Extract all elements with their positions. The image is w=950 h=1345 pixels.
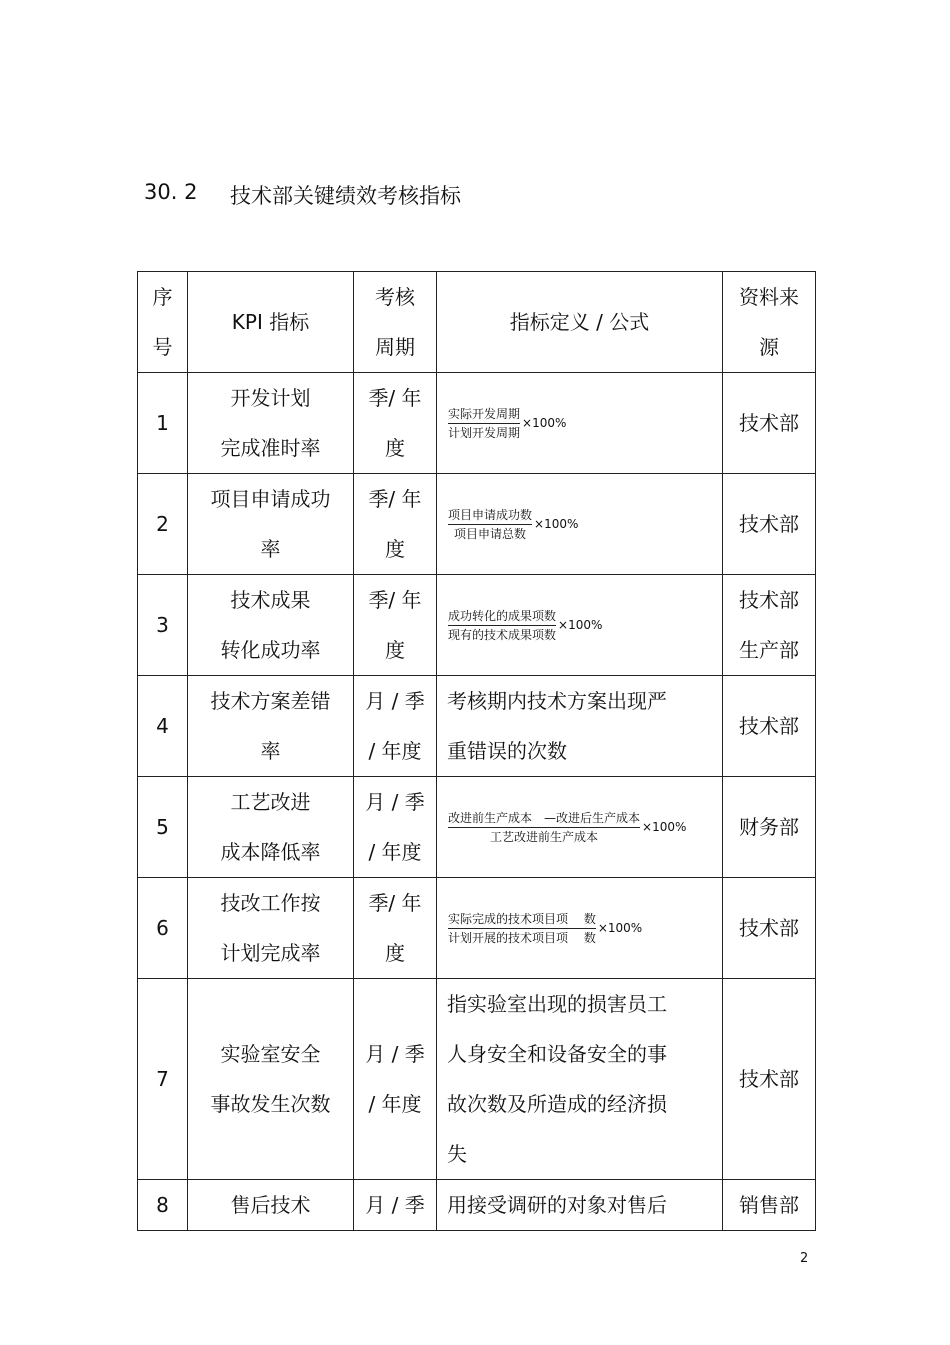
- table-row: [138, 676, 816, 777]
- formula: [448, 405, 722, 442]
- table-row: [138, 878, 816, 979]
- cell-seq: 3: [138, 575, 188, 676]
- cell-seq: 2: [138, 474, 188, 575]
- formula-numerator: 改进前生产成本 —改进后生产成本: [448, 810, 641, 825]
- cell-formula: [437, 373, 723, 474]
- cell-source: 技术部: [723, 474, 816, 575]
- header-definition: 指标定义 / 公式: [437, 272, 723, 373]
- cell-formula: [437, 474, 723, 575]
- cell-period: 季/ 年 度: [354, 474, 437, 575]
- formula-denominator: 工艺改进前生产成本: [490, 829, 599, 844]
- cell-source: 技术部: [723, 373, 816, 474]
- section-number: 30. 2: [144, 180, 198, 204]
- section-title: 技术部关键绩效考核指标: [230, 184, 461, 208]
- cell-kpi: 技改工作按 计划完成率: [188, 878, 354, 979]
- cell-seq: 6: [138, 878, 188, 979]
- formula: [448, 809, 722, 846]
- table-row: [138, 1180, 816, 1231]
- formula-numerator: 实际开发周期: [448, 406, 521, 421]
- cell-seq: 1: [138, 373, 188, 474]
- cell-source: 财务部: [723, 777, 816, 878]
- cell-period: 月 / 季 / 年度: [354, 777, 437, 878]
- cell-source: 技术部 生产部: [723, 575, 816, 676]
- cell-source: 技术部: [723, 979, 816, 1180]
- cell-kpi: 项目申请成功 率: [188, 474, 354, 575]
- cell-formula: [437, 575, 723, 676]
- table-row: [138, 373, 816, 474]
- cell-period: 月 / 季: [354, 1180, 437, 1231]
- cell-definition: 考核期内技术方案出现严 重错误的次数: [437, 676, 723, 777]
- formula-denominator: 计划开发周期: [448, 425, 521, 440]
- cell-formula: [437, 878, 723, 979]
- table-row: [138, 474, 816, 575]
- cell-kpi: 技术成果 转化成功率: [188, 575, 354, 676]
- page-number: 2: [800, 1251, 809, 1266]
- formula-multiplier: ×100%: [558, 618, 603, 632]
- section-heading: [144, 180, 461, 210]
- cell-formula: [437, 777, 723, 878]
- cell-kpi: 工艺改进 成本降低率: [188, 777, 354, 878]
- cell-period: 月 / 季 / 年度: [354, 676, 437, 777]
- header-seq: 序 号: [138, 272, 188, 373]
- formula: [448, 910, 722, 947]
- formula-multiplier: ×100%: [522, 416, 567, 430]
- cell-source: 销售部: [723, 1180, 816, 1231]
- table-row: [138, 575, 816, 676]
- cell-kpi: 技术方案差错 率: [188, 676, 354, 777]
- formula-multiplier: ×100%: [642, 820, 687, 834]
- formula-denominator: 现有的技术成果项数: [448, 627, 557, 642]
- cell-kpi: 实验室安全 事故发生次数: [188, 979, 354, 1180]
- formula-numerator: 实际完成的技术项目项 数: [448, 911, 596, 926]
- cell-period: 月 / 季 / 年度: [354, 979, 437, 1180]
- header-kpi: KPI 指标: [188, 272, 354, 373]
- formula: [448, 607, 722, 644]
- formula: [448, 506, 722, 543]
- cell-seq: 5: [138, 777, 188, 878]
- cell-kpi: 开发计划 完成准时率: [188, 373, 354, 474]
- table-row: [138, 979, 816, 1180]
- cell-seq: 4: [138, 676, 188, 777]
- formula-multiplier: ×100%: [534, 517, 579, 531]
- cell-source: 技术部: [723, 878, 816, 979]
- cell-period: 季/ 年 度: [354, 373, 437, 474]
- table-header-row: [138, 272, 816, 373]
- kpi-table: [137, 271, 816, 1231]
- formula-denominator: 项目申请总数: [454, 526, 527, 541]
- formula-numerator: 成功转化的成果项数: [448, 608, 557, 623]
- formula-multiplier: ×100%: [597, 921, 643, 935]
- cell-definition: 用接受调研的对象对售后: [437, 1180, 723, 1231]
- cell-seq: 7: [138, 979, 188, 1180]
- header-period: 考核 周期: [354, 272, 437, 373]
- cell-definition: 指实验室出现的损害员工 人身安全和设备安全的事 故次数及所造成的经济损 失: [437, 979, 723, 1180]
- cell-kpi: 售后技术: [188, 1180, 354, 1231]
- header-source: 资料来 源: [723, 272, 816, 373]
- cell-period: 季/ 年 度: [354, 575, 437, 676]
- table-row: [138, 777, 816, 878]
- cell-seq: 8: [138, 1180, 188, 1231]
- formula-numerator: 项目申请成功数: [448, 507, 533, 522]
- cell-period: 季/ 年 度: [354, 878, 437, 979]
- formula-denominator: 计划开展的技术项目项 数: [448, 930, 596, 945]
- cell-source: 技术部: [723, 676, 816, 777]
